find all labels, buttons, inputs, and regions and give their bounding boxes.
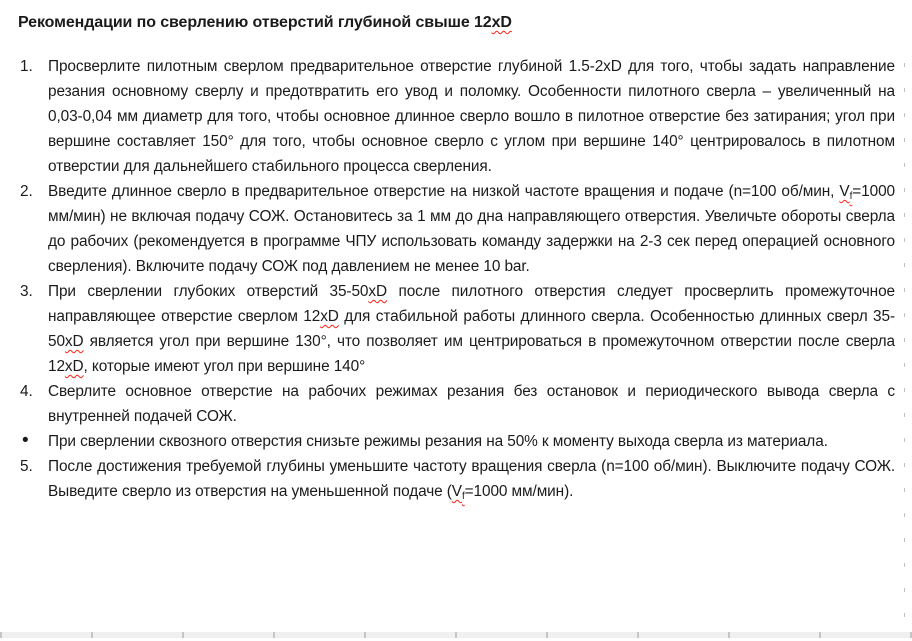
text-run: При сверлении глубоких отверстий 35-50 <box>48 283 369 300</box>
bullet-marker: • <box>22 430 29 451</box>
spellcheck-flagged-text: xD <box>491 14 512 31</box>
spellcheck-flagged-text: xD <box>64 358 84 375</box>
text-run: Введите длинное сверло в предварительное отверстие на низкой частоте вращения и подаче (n=100 об/мин, <box>48 183 840 200</box>
spellcheck-flagged-text: xD <box>320 308 339 325</box>
spellcheck-flagged-text: f <box>461 491 465 502</box>
text-run: Просверлите пилотным сверлом предварительное отверстие глубиной 1.5-2xD для того, чтобы задать направление резания основному сверлу и предотвратить его увод и поломку. Особенности пилотного сверла – увеличенный на 0,03-0,04 мм диаметр для того, чтобы основное длинное сверло вошло в пилотное отверстие без затирания; угол при вершине составляет 150° для того, чтобы основное сверло с углом при вершине 140° центрировалось в пилотном отверстии для дальнейшего стабильного процесса сверления. <box>48 58 895 175</box>
right-edge-marks <box>904 63 905 630</box>
text-run: после пилотного отверстия следует просверлить промежуточное направляющее отверстие сверлом 12 <box>48 283 895 325</box>
number-marker: 3. <box>20 283 33 300</box>
page-title <box>18 11 895 34</box>
text-run: =1000 мм/мин). <box>464 483 574 500</box>
recommendations-list <box>18 54 895 504</box>
text-run: , которые имеют угол при вершине 140° <box>83 358 366 375</box>
number-marker: 5. <box>20 458 33 475</box>
spellcheck-flagged-text: f <box>849 191 853 202</box>
spellcheck-flagged-text: xD <box>368 283 388 300</box>
spellcheck-flagged-text: V <box>451 483 462 500</box>
list-item <box>18 279 895 379</box>
text-run: После достижения требуемой глубины уменьшите частоту вращения сверла (n=100 об/мин). Выключите подачу СОЖ. Выведите сверло из отверстия на уменьшенной подаче ( <box>48 458 895 500</box>
list-item <box>18 454 895 504</box>
list-item <box>18 379 895 429</box>
list-item <box>18 54 895 179</box>
number-marker: 2. <box>20 183 33 200</box>
text-run: При сверлении сквозного отверстия снизьте режимы резания на 50% к моменту выхода сверла из материала. <box>48 433 828 450</box>
text-run: Рекомендации по сверлению отверстий глубиной свыше 12 <box>18 14 492 31</box>
text-run: =1000 мм/мин) не включая подачу СОЖ. Остановитесь за 1 мм до дна направляющего отверстия. Увеличьте обороты сверла до рабочих (рекомендуется в программе ЧПУ использовать команду задержки на 2-3 сек перед операцией основного сверления). Включите подачу СОЖ под давлением не менее 10 bar. <box>48 183 895 275</box>
spellcheck-flagged-text: V <box>839 183 850 200</box>
list-item <box>18 429 895 454</box>
bottom-page-edge <box>0 632 912 638</box>
list-item <box>18 179 895 279</box>
number-marker: 4. <box>20 383 33 400</box>
text-run: является угол при вершине 130°, что позволяет им центрироваться в промежуточном отверстии после сверла 12 <box>48 333 895 375</box>
spellcheck-flagged-text: xD <box>64 333 84 350</box>
text-run: Сверлите основное отверстие на рабочих режимах резания без остановок и периодического вывода сверла с внутренней подачей СОЖ. <box>48 383 895 425</box>
number-marker: 1. <box>20 58 33 75</box>
text-run: для стабильной работы длинного сверла. Особенностью длинных сверл 35-50 <box>48 308 895 350</box>
